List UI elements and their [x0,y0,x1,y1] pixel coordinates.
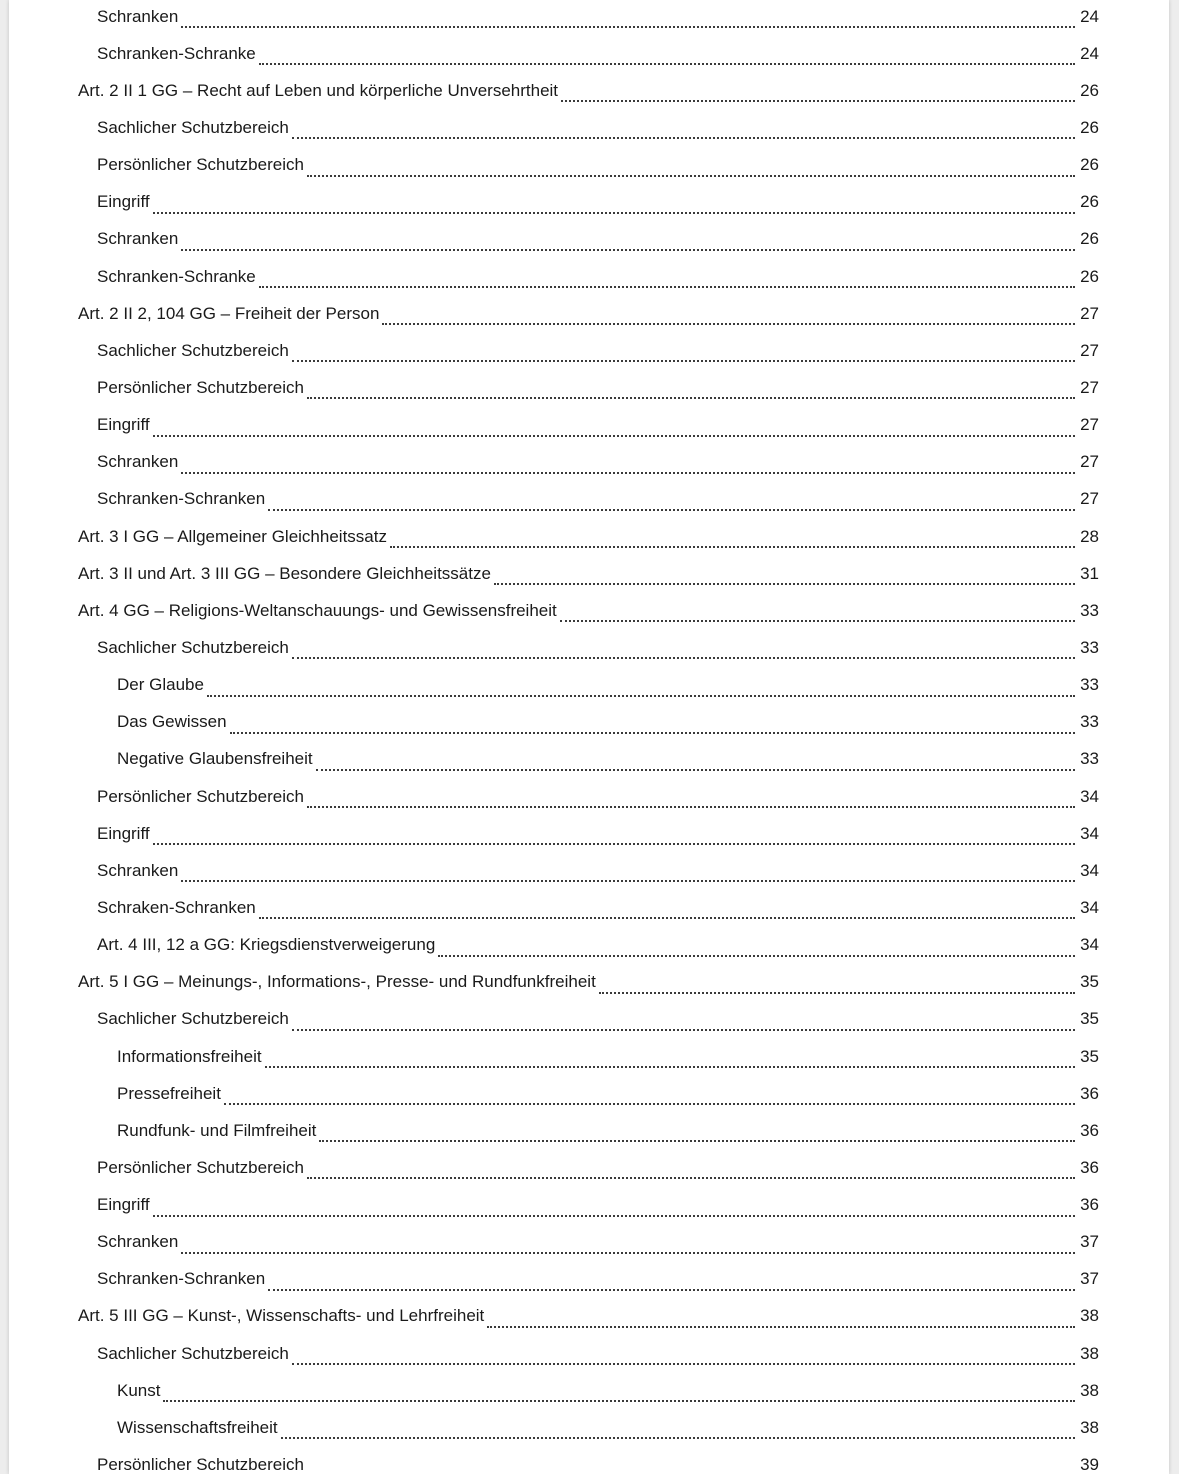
toc-entry-title: Sachlicher Schutzbereich [97,117,289,137]
toc-entry-title: Art. 3 I GG – Allgemeiner Gleichheitssatz [78,526,387,546]
toc-entry-page-number: 36 [1080,1083,1099,1103]
dot-leader [292,1346,1075,1365]
dot-leader [307,380,1075,399]
toc-entry[interactable] [9,184,1169,221]
toc-entry-title: Schranken-Schranken [97,1269,266,1289]
toc-entry[interactable] [9,1038,1169,1075]
dot-leader [390,529,1075,548]
toc-entry[interactable] [9,221,1169,258]
toc-entry[interactable] [9,518,1169,555]
dot-leader [292,640,1075,659]
toc-entry-page-number: 33 [1080,637,1099,657]
toc-entry[interactable] [9,481,1169,518]
toc-entry-page-number: 31 [1080,563,1099,583]
toc-entry-page-number: 26 [1080,117,1099,137]
dot-leader [382,306,1075,325]
toc-entry[interactable] [9,369,1169,406]
dot-leader [259,46,1075,65]
toc-entry-page-number: 34 [1080,935,1099,955]
toc-entry-page-number: 33 [1080,712,1099,732]
toc-entry-page-number: 36 [1080,1157,1099,1177]
toc-entry-title: Persönlicher Schutzbereich [97,155,304,175]
toc-entry-page-number: 24 [1080,6,1099,26]
toc-entry-title: Schranken [97,452,179,472]
toc-entry-title: Art. 3 II und Art. 3 III GG – Besondere Gleichheitssätze [78,563,491,583]
toc-entry-page-number: 28 [1080,526,1099,546]
dot-leader [487,1309,1075,1328]
toc-entry[interactable] [9,147,1169,184]
toc-entry-page-number: 33 [1080,675,1099,695]
dot-leader [292,120,1075,139]
toc-entry-title: Schranken [97,6,179,26]
toc-entry[interactable] [9,444,1169,481]
toc-entry-title: Informationsfreiheit [117,1046,262,1066]
toc-entry[interactable] [9,1335,1169,1372]
toc-entry[interactable] [9,889,1169,926]
toc-entry-page-number: 34 [1080,860,1099,880]
toc-entry[interactable] [9,964,1169,1001]
dot-leader [181,863,1075,882]
dot-leader [438,938,1075,957]
toc-entry-page-number: 27 [1080,377,1099,397]
toc-entry-page-number: 27 [1080,303,1099,323]
toc-entry-title: Sachlicher Schutzbereich [97,1343,289,1363]
dot-leader [153,1198,1075,1217]
toc-entry-page-number: 34 [1080,786,1099,806]
toc-entry[interactable] [9,741,1169,778]
toc-entry[interactable] [9,778,1169,815]
toc-entry-page-number: 24 [1080,43,1099,63]
dot-leader [316,752,1075,771]
dot-leader [307,1458,1075,1474]
toc-entry-title: Das Gewissen [117,712,227,732]
toc-entry[interactable] [9,1075,1169,1112]
dot-leader [307,789,1075,808]
toc-entry-title: Persönlicher Schutzbereich [97,1157,304,1177]
toc-entry[interactable] [9,852,1169,889]
toc-entry-page-number: 26 [1080,229,1099,249]
toc-entry-title: Persönlicher Schutzbereich [97,377,304,397]
document-page [9,0,1169,1474]
toc-entry-page-number: 27 [1080,489,1099,509]
toc-entry-page-number: 33 [1080,749,1099,769]
toc-entry-page-number: 37 [1080,1269,1099,1289]
toc-entry[interactable] [9,1372,1169,1409]
dot-leader [224,1086,1075,1105]
toc-entry-page-number: 27 [1080,340,1099,360]
toc-entry-title: Eingriff [97,1195,150,1215]
toc-entry-title: Schranken-Schranken [97,489,266,509]
toc-entry-page-number: 39 [1080,1455,1099,1474]
toc-entry[interactable] [9,704,1169,741]
toc-entry-title: Art. 5 I GG – Meinungs-, Informations-, Presse- und Rundfunkfreiheit [78,972,596,992]
toc-entry-title: Sachlicher Schutzbereich [97,637,289,657]
toc-entry-page-number: 36 [1080,1120,1099,1140]
toc-entry-page-number: 26 [1080,80,1099,100]
toc-entry-page-number: 27 [1080,452,1099,472]
toc-entry[interactable] [9,1112,1169,1149]
toc-entry-page-number: 33 [1080,600,1099,620]
dot-leader [494,566,1075,585]
toc-entry-title: Wissenschaftsfreiheit [117,1417,278,1437]
toc-entry[interactable] [9,258,1169,295]
toc-entry-page-number: 26 [1080,266,1099,286]
table-of-contents [9,0,1169,1474]
dot-leader [292,1012,1075,1031]
dot-leader [207,678,1075,697]
toc-entry[interactable] [9,629,1169,666]
toc-entry-title: Sachlicher Schutzbereich [97,1009,289,1029]
toc-entry-page-number: 38 [1080,1380,1099,1400]
dot-leader [265,1049,1075,1068]
toc-entry-title: Art. 2 II 2, 104 GG – Freiheit der Person [78,303,380,323]
dot-leader [292,343,1075,362]
dot-leader [163,1383,1075,1402]
toc-entry[interactable] [9,592,1169,629]
toc-entry-title: Rundfunk- und Filmfreiheit [117,1120,317,1140]
toc-entry[interactable] [9,1261,1169,1298]
dot-leader [268,492,1075,511]
toc-entry[interactable] [9,815,1169,852]
toc-entry-title: Sachlicher Schutzbereich [97,340,289,360]
toc-entry-page-number: 35 [1080,1009,1099,1029]
dot-leader [281,1420,1075,1439]
toc-entry-title: Art. 2 II 1 GG – Recht auf Leben und körperliche Unversehrtheit [78,80,559,100]
toc-entry-page-number: 38 [1080,1343,1099,1363]
dot-leader [181,1235,1075,1254]
dot-leader [560,603,1075,622]
toc-entry-page-number: 34 [1080,823,1099,843]
toc-entry-title: Persönlicher Schutzbereich [97,786,304,806]
toc-entry-page-number: 38 [1080,1306,1099,1326]
toc-entry-page-number: 26 [1080,155,1099,175]
toc-entry[interactable] [9,1446,1169,1474]
toc-entry-page-number: 34 [1080,897,1099,917]
toc-entry-title: Eingriff [97,823,150,843]
toc-entry-title: Pressefreiheit [117,1083,221,1103]
toc-entry[interactable] [9,1149,1169,1186]
toc-entry-title: Schranken-Schranke [97,43,256,63]
toc-entry[interactable] [9,927,1169,964]
toc-entry-page-number: 35 [1080,1046,1099,1066]
toc-entry[interactable] [9,0,1169,35]
dot-leader [153,195,1075,214]
toc-entry-title: Negative Glaubensfreiheit [117,749,313,769]
toc-entry[interactable] [9,1001,1169,1038]
dot-leader [259,269,1075,288]
toc-entry-title: Art. 5 III GG – Kunst-, Wissenschafts- und Lehrfreiheit [78,1306,485,1326]
toc-entry-title: Der Glaube [117,675,204,695]
toc-entry-title: Art. 4 III, 12 a GG: Kriegsdienstverweigerung [97,935,436,955]
toc-entry-page-number: 27 [1080,415,1099,435]
toc-entry-page-number: 36 [1080,1195,1099,1215]
toc-entry-title: Schranken [97,1232,179,1252]
dot-leader [307,1160,1075,1179]
dot-leader [181,455,1075,474]
toc-entry-title: Schraken-Schranken [97,897,256,917]
toc-entry-title: Eingriff [97,192,150,212]
toc-entry[interactable] [9,35,1169,72]
toc-entry-page-number: 37 [1080,1232,1099,1252]
dot-leader [230,715,1075,734]
toc-entry[interactable] [9,332,1169,369]
toc-entry-title: Kunst [117,1380,161,1400]
toc-entry[interactable] [9,72,1169,109]
toc-entry-title: Schranken-Schranke [97,266,256,286]
toc-entry[interactable] [9,1187,1169,1224]
toc-entry-title: Persönlicher Schutzbereich [97,1455,304,1474]
toc-entry-title: Schranken [97,229,179,249]
dot-leader [599,975,1075,994]
dot-leader [181,9,1075,28]
dot-leader [307,158,1075,177]
toc-entry-page-number: 35 [1080,972,1099,992]
toc-entry[interactable] [9,1224,1169,1261]
toc-entry[interactable] [9,1409,1169,1446]
dot-leader [259,900,1075,919]
toc-entry-page-number: 26 [1080,192,1099,212]
dot-leader [561,83,1075,102]
toc-entry[interactable] [9,555,1169,592]
dot-leader [319,1123,1075,1142]
dot-leader [153,418,1075,437]
toc-entry[interactable] [9,407,1169,444]
dot-leader [181,232,1075,251]
toc-entry-title: Eingriff [97,415,150,435]
toc-entry[interactable] [9,295,1169,332]
toc-entry[interactable] [9,1298,1169,1335]
toc-entry[interactable] [9,109,1169,146]
toc-entry[interactable] [9,667,1169,704]
toc-entry-title: Art. 4 GG – Religions-Weltanschauungs- und Gewissensfreiheit [78,600,557,620]
dot-leader [268,1272,1075,1291]
toc-entry-title: Schranken [97,860,179,880]
toc-entry-page-number: 38 [1080,1417,1099,1437]
dot-leader [153,826,1075,845]
